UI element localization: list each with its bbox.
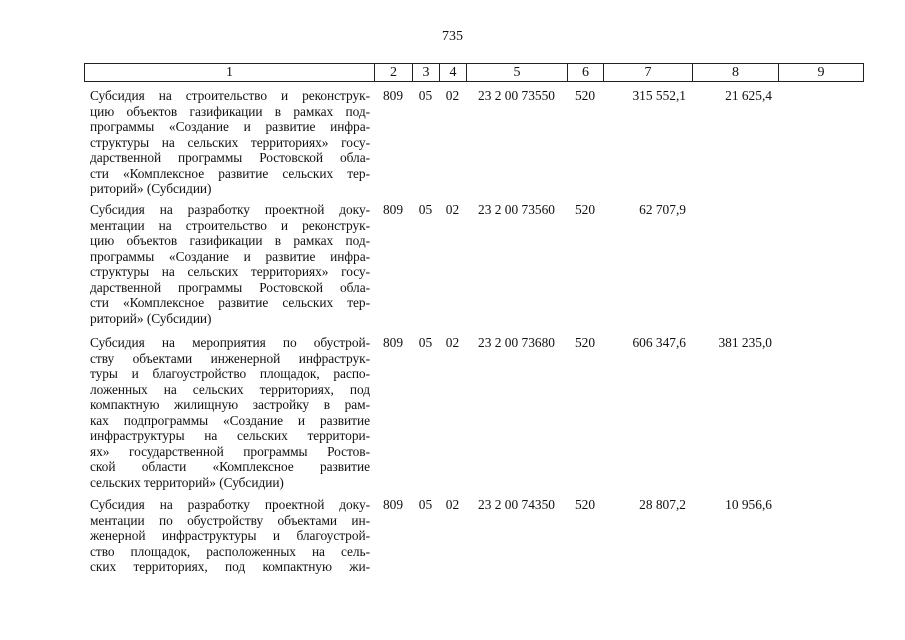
cell-amount-col8: 381 235,0 bbox=[718, 335, 772, 350]
header-col-5: 5 bbox=[466, 63, 568, 82]
description-line: женерной инфраструктуры и благоустрой- bbox=[90, 528, 370, 544]
cell-expense-type: 520 bbox=[574, 497, 596, 512]
row-description bbox=[90, 202, 370, 326]
cell-amount-col7: 62 707,9 bbox=[639, 202, 686, 217]
row-description bbox=[90, 88, 370, 197]
description-line: риторий» (Субсидии) bbox=[90, 181, 212, 197]
cell-ministry-code: 809 bbox=[382, 497, 404, 512]
row-description bbox=[90, 335, 370, 490]
description-line: ложенных на сельских территориях, под bbox=[90, 381, 370, 397]
description-line: цию объектов газификации в рамках под- bbox=[90, 103, 370, 119]
description-line: ях» государственной программы Ростов- bbox=[90, 443, 370, 459]
description-line: Субсидия на мероприятия по обустрой- bbox=[90, 335, 370, 350]
cell-amount-col7: 315 552,1 bbox=[632, 88, 686, 103]
cell-subsection-code: 02 bbox=[445, 335, 460, 350]
description-line: сельских территорий» (Субсидии) bbox=[90, 474, 284, 490]
description-line: дарственной программы Ростовской обла- bbox=[90, 150, 370, 166]
cell-expense-type: 520 bbox=[574, 88, 596, 103]
description-line: программы «Создание и развитие инфра- bbox=[90, 119, 370, 135]
description-line: ству объектами инженерной инфраструк- bbox=[90, 350, 370, 366]
description-line: Субсидия на строительство и реконструк- bbox=[90, 88, 370, 103]
description-line: Субсидия на разработку проектной доку- bbox=[90, 497, 370, 512]
description-line: ках подпрограммы «Создание и развитие bbox=[90, 412, 370, 428]
cell-amount-col7: 606 347,6 bbox=[632, 335, 686, 350]
cell-expense-type: 520 bbox=[574, 202, 596, 217]
header-col-7: 7 bbox=[603, 63, 693, 82]
cell-ministry-code: 809 bbox=[382, 88, 404, 103]
header-col-2: 2 bbox=[374, 63, 413, 82]
cell-subsection-code: 02 bbox=[445, 497, 460, 512]
cell-ministry-code: 809 bbox=[382, 202, 404, 217]
description-line: дарственной программы Ростовской обла- bbox=[90, 279, 370, 295]
cell-target-article: 23 2 00 73560 bbox=[478, 202, 555, 217]
cell-section-code: 05 bbox=[418, 335, 433, 350]
description-line: инфраструктуры на сельских территори- bbox=[90, 428, 370, 444]
description-line: структуры на сельских территориях» госу- bbox=[90, 134, 370, 150]
description-line: риторий» (Субсидии) bbox=[90, 310, 212, 326]
cell-section-code: 05 bbox=[418, 88, 433, 103]
cell-target-article: 23 2 00 74350 bbox=[478, 497, 555, 512]
description-line: сти «Комплексное развитие сельских тер- bbox=[90, 165, 370, 181]
header-col-3: 3 bbox=[412, 63, 440, 82]
cell-ministry-code: 809 bbox=[382, 335, 404, 350]
page-number: 735 bbox=[442, 29, 463, 44]
description-line: программы «Создание и развитие инфра- bbox=[90, 248, 370, 264]
description-line: структуры на сельских территориях» госу- bbox=[90, 264, 370, 280]
cell-subsection-code: 02 bbox=[445, 202, 460, 217]
description-line: Субсидия на разработку проектной доку- bbox=[90, 202, 370, 217]
description-line: ских территориях, под компактную жи- bbox=[90, 559, 370, 575]
header-col-4: 4 bbox=[439, 63, 467, 82]
cell-amount-col8: 21 625,4 bbox=[725, 88, 772, 103]
cell-amount-col7: 28 807,2 bbox=[639, 497, 686, 512]
description-line: туры и благоустройство площадок, распо- bbox=[90, 366, 370, 382]
description-line: сти «Комплексное развитие сельских тер- bbox=[90, 295, 370, 311]
description-line: ментации на строительство и реконструк- bbox=[90, 217, 370, 233]
cell-expense-type: 520 bbox=[574, 335, 596, 350]
description-line: ментации по обустройству объектами ин- bbox=[90, 512, 370, 528]
cell-subsection-code: 02 bbox=[445, 88, 460, 103]
header-col-9: 9 bbox=[778, 63, 864, 82]
description-line: компактную жилищную застройку в рам- bbox=[90, 397, 370, 413]
cell-target-article: 23 2 00 73680 bbox=[478, 335, 555, 350]
table-header-row bbox=[84, 63, 864, 83]
header-col-8: 8 bbox=[692, 63, 779, 82]
description-line: ской области «Комплексное развитие bbox=[90, 459, 370, 475]
cell-section-code: 05 bbox=[418, 497, 433, 512]
row-description bbox=[90, 497, 370, 575]
description-line: ство площадок, расположенных на сель- bbox=[90, 543, 370, 559]
description-line: цию объектов газификации в рамках под- bbox=[90, 233, 370, 249]
header-col-6: 6 bbox=[567, 63, 604, 82]
cell-section-code: 05 bbox=[418, 202, 433, 217]
cell-target-article: 23 2 00 73550 bbox=[478, 88, 555, 103]
cell-amount-col8: 10 956,6 bbox=[725, 497, 772, 512]
header-col-1: 1 bbox=[84, 63, 375, 82]
